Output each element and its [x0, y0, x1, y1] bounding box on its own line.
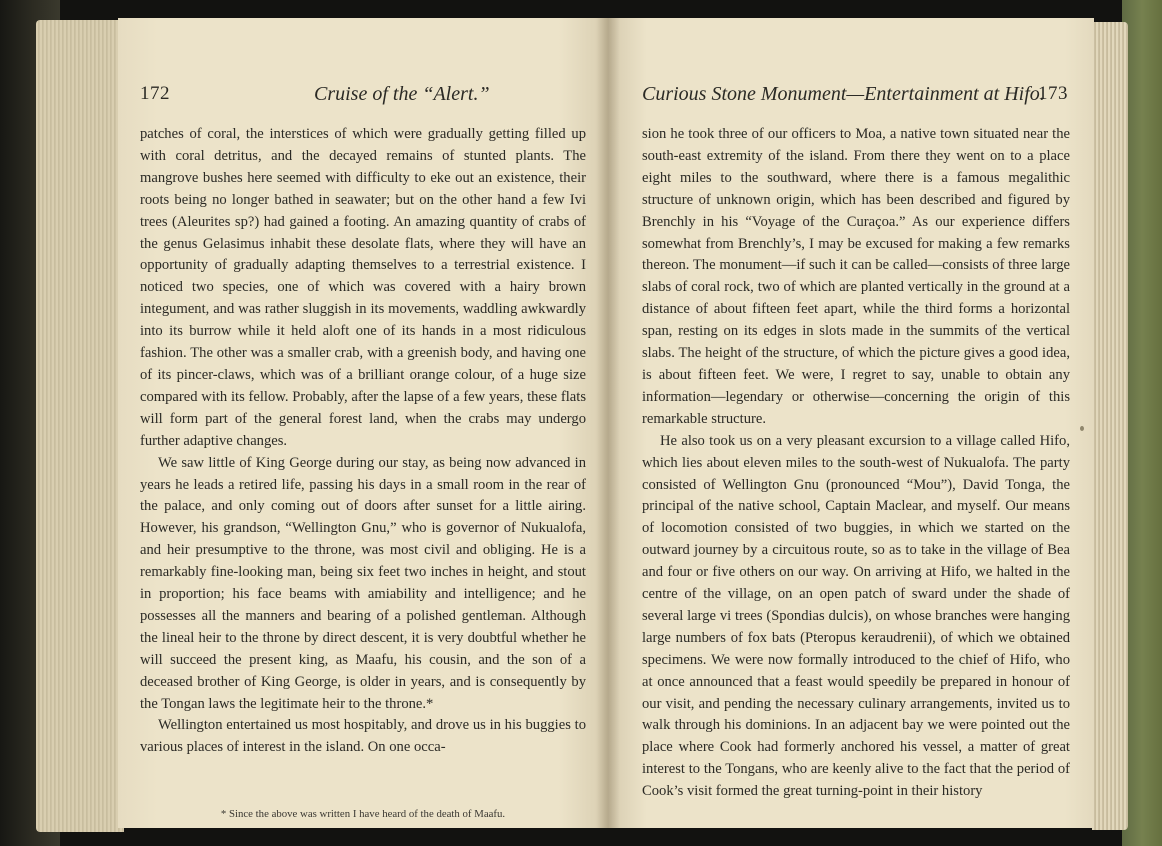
- page-edges-right: [1092, 22, 1128, 830]
- left-paragraph: patches of coral, the interstices of which were gradually getting filled up with coral detritus, and the decayed remains of stunted plants. The mangrove bushes here seemed with difficulty to eke out an existence, their roots being no longer bathed in seawater; but on the other hand a few Ivi trees (Aleurites sp?) had gained a footing. An amazing quantity of crabs of the genus Gelasimus inhabit these desolate flats, where they will have an opportunity of gradually adapting themselves to a terrestrial existence. I noticed two species, one of which was covered with a hairy brown integument, and was rather sluggish in its movements, waddling awkwardly into its burrow while it held aloft one of its hands in a most ridiculous fashion. The other was a smaller crab, with a greenish body, and having one of its pincer-claws, which was of a brilliant orange colour, of a huge size compared with its fellow. Probably, after the lapse of a few years, these flats will form part of the general forest land, when the crabs may undergo further adaptive changes.: [140, 126, 586, 449]
- right-running-head: [642, 80, 1068, 108]
- page-edges-left: [36, 20, 124, 832]
- left-paragraph: We saw little of King George during our stay, as being now advanced in years he leads a retired life, passing his days in a small room in the rear of the palace, and only coming out of doors after sunset for a little airing. However, his grandson, “Wellington Gnu,” who is governor of Nukualofa, and heir presumptive to the throne, was most civil and obliging. He is a remarkably fine-looking man, being six feet two inches in height, and stout in proportion; his face beams with amiability and intelligence; and he possesses all the manners and bearing of a polished gentleman. Although the lineal heir to the throne by direct descent, it is very doubtful whether he will succeed the present king, as Maafu, his cousin, and the son of a deceased brother of King George, is older in years, and is consequently by the Tongan laws the legitimate heir to the throne.*: [140, 454, 586, 712]
- book-gutter: [596, 18, 620, 828]
- left-page-number: 172: [140, 83, 170, 104]
- left-running-head: [140, 80, 586, 108]
- right-page-number: 173: [1038, 83, 1068, 104]
- footnote: * Since the above was written I have heard of the death of Maafu.: [220, 808, 506, 820]
- right-paragraph: He also took us on a very pleasant excursion to a village called Hifo, which lies about eleven miles to the south-west of Nukualofa. The party consisted of Wellington Gnu (pronounced “Mou”), David Tonga, the principal of the native school, Captain Maclear, and myself. Our means of locomotion consisted of two buggies, in which we started on the outward journey by a circuitous route, so as to take in the village of Bea and four or five others on our way. On arriving at Hifo, we halted in the centre of the village, on an open patch of sward under the shade of several large vi trees (Spondias dulcis), on whose branches were hanging large numbers of fox bats (Pteropus keraudrenii), of which we obtained specimens. We were now formally introduced to the chief of Hifo, who at once announced that a feast would speedily be prepared in honour of our visit, and pending the necessary culinary arrangements, invited us to walk through his dominions. In an adjacent bay we were pointed out the place where Cook had formerly anchored his vessel, a matter of great interest to the Tongans, who are keenly alive to the fact that the period of Cook’s visit formed the great turning-point in their history: [642, 432, 1070, 800]
- right-paragraph: sion he took three of our officers to Moa, a native town situated near the south-east extremity of the island. From there they went on to a place eight miles to the southward, where there is a famous megalithic structure of unknown origin, which has been described and figured by Brenchly in his “Voyage of the Curaçoa.” As our experience differs somewhat from Brenchly’s, I may be excused for making a few remarks thereon. The monument—if such it can be called—consists of three large slabs of coral rock, two of which are planted vertically in the ground at a distance of about fifteen feet apart, while the third forms a horizontal span, resting on its edges in slots made in the summits of the vertical slabs. The height of the structure, of which the picture gives a good idea, is about fifteen feet. We were, I regret to say, unable to obtain any information—legendary or otherwise—concerning the origin of this remarkable structure.: [642, 126, 1070, 427]
- paper-spot: [1080, 426, 1084, 431]
- left-page: [118, 18, 608, 828]
- right-running-title: Curious Stone Monument—Entertainment at Hifo.: [642, 83, 1045, 105]
- left-running-title: Cruise of the “Alert.”: [314, 83, 490, 105]
- left-paragraph: Wellington entertained us most hospitably, and drove us in his buggies to various places of interest in the island. On one occa-: [140, 717, 586, 756]
- left-body-text: [140, 124, 586, 759]
- book-cover-right: [1122, 0, 1162, 846]
- right-body-text: [642, 124, 1070, 803]
- right-page: [608, 18, 1094, 828]
